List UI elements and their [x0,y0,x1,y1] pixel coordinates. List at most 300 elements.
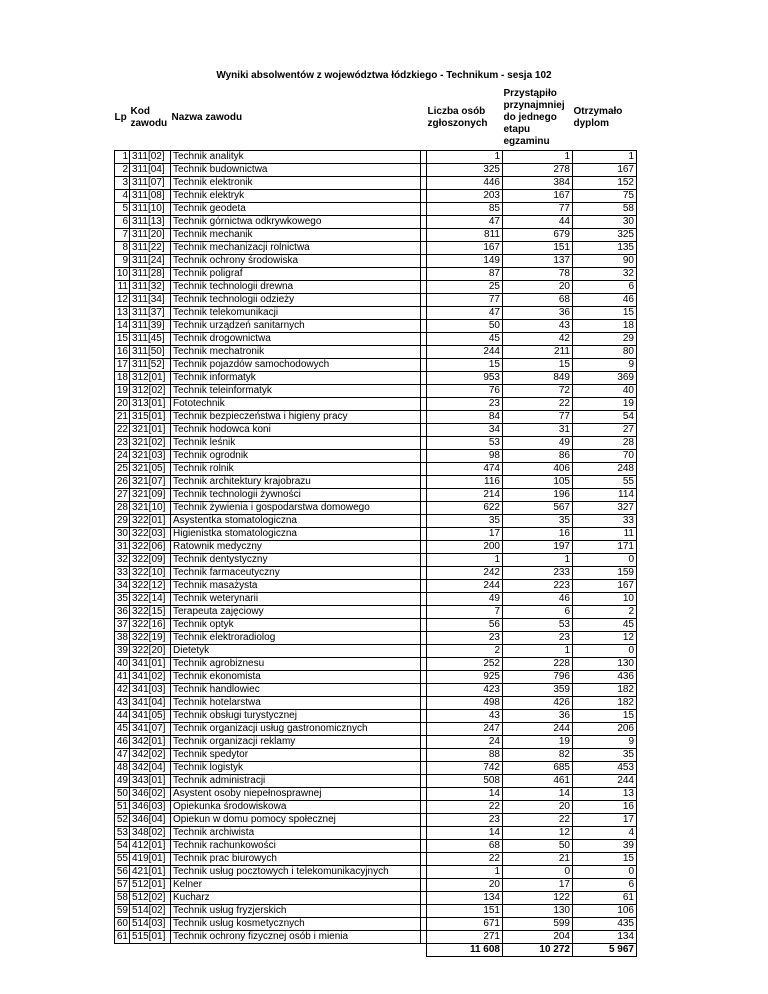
row-przystapilo: 384 [503,177,573,190]
table-row [115,580,637,593]
row-otrzymalo: 12 [573,632,637,645]
row-lp: 36 [115,606,130,619]
row-liczba: 76 [427,385,503,398]
row-przystapilo: 233 [503,567,573,580]
row-liczba: 15 [427,359,503,372]
row-liczba: 474 [427,463,503,476]
row-nazwa: Technik analityk [171,151,421,164]
row-otrzymalo: 70 [573,450,637,463]
row-liczba: 1 [427,554,503,567]
row-lp: 27 [115,489,130,502]
row-liczba: 68 [427,840,503,853]
row-nazwa: Opiekunka środowiskowa [171,801,421,814]
row-otrzymalo: 28 [573,437,637,450]
row-nazwa: Technik elektryk [171,190,421,203]
header-przystapilo: Przystąpiło przynajmniej do jednego etapu egzaminu [503,88,565,147]
row-kod: 311[28] [130,268,171,281]
row-lp: 46 [115,736,130,749]
row-lp: 60 [115,918,130,931]
row-kod: 311[37] [130,307,171,320]
row-kod: 311[39] [130,320,171,333]
table-row [115,775,637,788]
row-nazwa: Technik obsługi turystycznej [171,710,421,723]
row-kod: 322[14] [130,593,171,606]
row-przystapilo: 36 [503,710,573,723]
row-przystapilo: 197 [503,541,573,554]
row-kod: 311[07] [130,177,171,190]
results-table [114,86,637,957]
row-nazwa: Higienistka stomatologiczna [171,528,421,541]
row-otrzymalo: 90 [573,255,637,268]
row-przystapilo: 849 [503,372,573,385]
row-lp: 44 [115,710,130,723]
table-row [115,918,637,931]
row-przystapilo: 122 [503,892,573,905]
row-kod: 512[01] [130,879,171,892]
row-liczba: 446 [427,177,503,190]
row-liczba: 35 [427,515,503,528]
row-liczba: 47 [427,307,503,320]
row-nazwa: Technik archiwista [171,827,421,840]
table-row [115,671,637,684]
row-liczba: 45 [427,333,503,346]
row-przystapilo: 167 [503,190,573,203]
total-otrzymalo: 5 967 [573,944,637,957]
row-liczba: 25 [427,281,503,294]
row-lp: 1 [115,151,130,164]
row-przystapilo: 461 [503,775,573,788]
row-lp: 31 [115,541,130,554]
row-przystapilo: 244 [503,723,573,736]
row-liczba: 87 [427,268,503,281]
row-liczba: 34 [427,424,503,437]
row-liczba: 742 [427,762,503,775]
row-lp: 24 [115,450,130,463]
row-otrzymalo: 46 [573,294,637,307]
table-row [115,567,637,580]
table-row [115,333,637,346]
row-kod: 341[07] [130,723,171,736]
row-lp: 43 [115,697,130,710]
row-nazwa: Technik rolnik [171,463,421,476]
row-lp: 20 [115,398,130,411]
header-lp: Lp [114,112,127,123]
row-nazwa: Technik urządzeń sanitarnych [171,320,421,333]
row-lp: 10 [115,268,130,281]
row-otrzymalo: 182 [573,697,637,710]
row-nazwa: Asystent osoby niepełnosprawnej [171,788,421,801]
row-lp: 56 [115,866,130,879]
row-otrzymalo: 6 [573,281,637,294]
row-otrzymalo: 106 [573,905,637,918]
row-przystapilo: 35 [503,515,573,528]
row-nazwa: Technik geodeta [171,203,421,216]
table-row [115,476,637,489]
table-row [115,164,637,177]
row-kod: 311[08] [130,190,171,203]
row-kod: 342[04] [130,762,171,775]
row-kod: 322[12] [130,580,171,593]
row-liczba: 20 [427,879,503,892]
row-przystapilo: 82 [503,749,573,762]
row-przystapilo: 16 [503,528,573,541]
row-przystapilo: 36 [503,307,573,320]
row-nazwa: Technik usług fryzjerskich [171,905,421,918]
row-przystapilo: 43 [503,320,573,333]
row-kod: 311[13] [130,216,171,229]
row-liczba: 88 [427,749,503,762]
table-row [115,736,637,749]
row-otrzymalo: 0 [573,645,637,658]
header-kod: Kod zawodu [130,106,168,129]
row-otrzymalo: 6 [573,879,637,892]
row-lp: 33 [115,567,130,580]
row-otrzymalo: 325 [573,229,637,242]
row-kod: 322[06] [130,541,171,554]
row-nazwa: Technik teleinformatyk [171,385,421,398]
row-liczba: 271 [427,931,503,944]
totals-blank [115,944,130,957]
row-otrzymalo: 435 [573,918,637,931]
row-przystapilo: 20 [503,801,573,814]
row-przystapilo: 21 [503,853,573,866]
row-nazwa: Ratownik medyczny [171,541,421,554]
row-kod: 341[01] [130,658,171,671]
row-kod: 311[45] [130,333,171,346]
header-otrzymalo: Otrzymało dyplom [573,106,623,129]
table-row [115,593,637,606]
row-liczba: 56 [427,619,503,632]
row-nazwa: Technik logistyk [171,762,421,775]
row-lp: 2 [115,164,130,177]
header-row [115,86,637,151]
row-otrzymalo: 167 [573,164,637,177]
row-nazwa: Technik organizacji reklamy [171,736,421,749]
row-otrzymalo: 40 [573,385,637,398]
row-nazwa: Technik leśnik [171,437,421,450]
table-row [115,385,637,398]
row-liczba: 953 [427,372,503,385]
row-kod: 311[02] [130,151,171,164]
row-kod: 311[22] [130,242,171,255]
row-nazwa: Technik handlowiec [171,684,421,697]
table-row [115,502,637,515]
row-liczba: 134 [427,892,503,905]
row-lp: 61 [115,931,130,944]
row-lp: 12 [115,294,130,307]
row-lp: 50 [115,788,130,801]
row-otrzymalo: 11 [573,528,637,541]
row-przystapilo: 223 [503,580,573,593]
row-nazwa: Technik farmaceutyczny [171,567,421,580]
row-liczba: 498 [427,697,503,710]
row-otrzymalo: 0 [573,554,637,567]
row-nazwa: Technik weterynarii [171,593,421,606]
row-liczba: 53 [427,437,503,450]
row-liczba: 7 [427,606,503,619]
row-przystapilo: 796 [503,671,573,684]
row-kod: 311[52] [130,359,171,372]
row-kod: 348[02] [130,827,171,840]
table-row [115,632,637,645]
row-liczba: 214 [427,489,503,502]
table-row [115,528,637,541]
row-otrzymalo: 171 [573,541,637,554]
row-przystapilo: 137 [503,255,573,268]
row-kod: 311[20] [130,229,171,242]
page-title: Wyniki absolwentów z województwa łódzkiego - Technikum - sesja 102 [216,70,552,81]
table-row [115,437,637,450]
row-liczba: 47 [427,216,503,229]
row-otrzymalo: 16 [573,801,637,814]
row-otrzymalo: 54 [573,411,637,424]
row-kod: 322[19] [130,632,171,645]
row-kod: 312[01] [130,372,171,385]
row-liczba: 244 [427,580,503,593]
totals-row [115,944,637,957]
table-row [115,281,637,294]
row-liczba: 325 [427,164,503,177]
row-lp: 54 [115,840,130,853]
row-lp: 9 [115,255,130,268]
row-liczba: 247 [427,723,503,736]
row-lp: 5 [115,203,130,216]
row-przystapilo: 204 [503,931,573,944]
row-kod: 346[02] [130,788,171,801]
row-przystapilo: 50 [503,840,573,853]
row-liczba: 149 [427,255,503,268]
row-nazwa: Technik elektronik [171,177,421,190]
row-liczba: 671 [427,918,503,931]
row-liczba: 98 [427,450,503,463]
table-row [115,905,637,918]
table-row [115,762,637,775]
table-row [115,879,637,892]
row-liczba: 151 [427,905,503,918]
row-przystapilo: 278 [503,164,573,177]
row-lp: 18 [115,372,130,385]
row-otrzymalo: 9 [573,736,637,749]
row-kod: 311[24] [130,255,171,268]
row-otrzymalo: 206 [573,723,637,736]
row-nazwa: Technik drogownictwa [171,333,421,346]
row-nazwa: Technik optyk [171,619,421,632]
row-przystapilo: 679 [503,229,573,242]
row-przystapilo: 406 [503,463,573,476]
row-kod: 322[10] [130,567,171,580]
row-kod: 311[10] [130,203,171,216]
row-otrzymalo: 152 [573,177,637,190]
row-przystapilo: 211 [503,346,573,359]
row-nazwa: Technik informatyk [171,372,421,385]
row-liczba: 244 [427,346,503,359]
row-otrzymalo: 248 [573,463,637,476]
row-kod: 321[01] [130,424,171,437]
row-liczba: 925 [427,671,503,684]
row-nazwa: Technik mechatronik [171,346,421,359]
table-row [115,658,637,671]
row-lp: 26 [115,476,130,489]
row-lp: 11 [115,281,130,294]
row-kod: 322[01] [130,515,171,528]
row-przystapilo: 359 [503,684,573,697]
row-otrzymalo: 244 [573,775,637,788]
row-liczba: 23 [427,814,503,827]
row-otrzymalo: 27 [573,424,637,437]
row-otrzymalo: 453 [573,762,637,775]
row-liczba: 84 [427,411,503,424]
table-row [115,710,637,723]
row-lp: 37 [115,619,130,632]
row-liczba: 200 [427,541,503,554]
table-row [115,450,637,463]
table-body [115,151,637,944]
table-row [115,424,637,437]
row-lp: 52 [115,814,130,827]
row-otrzymalo: 80 [573,346,637,359]
row-przystapilo: 105 [503,476,573,489]
row-liczba: 23 [427,398,503,411]
table-row [115,684,637,697]
row-lp: 6 [115,216,130,229]
row-lp: 45 [115,723,130,736]
row-kod: 311[32] [130,281,171,294]
row-przystapilo: 46 [503,593,573,606]
row-liczba: 242 [427,567,503,580]
row-nazwa: Technik prac biurowych [171,853,421,866]
row-lp: 35 [115,593,130,606]
row-lp: 57 [115,879,130,892]
table-row [115,697,637,710]
row-liczba: 17 [427,528,503,541]
row-kod: 342[01] [130,736,171,749]
table-row [115,359,637,372]
row-nazwa: Technik ochrony środowiska [171,255,421,268]
row-przystapilo: 685 [503,762,573,775]
row-nazwa: Technik hodowca koni [171,424,421,437]
row-przystapilo: 130 [503,905,573,918]
row-przystapilo: 0 [503,866,573,879]
row-otrzymalo: 2 [573,606,637,619]
row-otrzymalo: 75 [573,190,637,203]
row-otrzymalo: 369 [573,372,637,385]
row-otrzymalo: 436 [573,671,637,684]
row-otrzymalo: 15 [573,853,637,866]
row-nazwa: Technik organizacji usług gastronomicznych [171,723,421,736]
table-row [115,346,637,359]
row-otrzymalo: 39 [573,840,637,853]
table-row [115,827,637,840]
table-row [115,541,637,554]
row-liczba: 423 [427,684,503,697]
total-przystapilo: 10 272 [503,944,573,957]
row-nazwa: Technik poligraf [171,268,421,281]
table-row [115,203,637,216]
row-kod: 322[16] [130,619,171,632]
row-otrzymalo: 13 [573,788,637,801]
row-lp: 55 [115,853,130,866]
table-row [115,840,637,853]
table-row [115,151,637,164]
row-otrzymalo: 29 [573,333,637,346]
row-otrzymalo: 134 [573,931,637,944]
row-nazwa: Technik technologii drewna [171,281,421,294]
row-lp: 17 [115,359,130,372]
row-nazwa: Kucharz [171,892,421,905]
row-kod: 321[09] [130,489,171,502]
header-liczba: Liczba osób zgłoszonych [427,106,488,129]
row-nazwa: Technik żywienia i gospodarstwa domowego [171,502,421,515]
row-przystapilo: 23 [503,632,573,645]
table-row [115,515,637,528]
row-kod: 341[03] [130,684,171,697]
table-row [115,645,637,658]
table-row [115,177,637,190]
row-przystapilo: 31 [503,424,573,437]
totals-blank [130,944,171,957]
row-nazwa: Technik telekomunikacji [171,307,421,320]
table-row [115,216,637,229]
row-liczba: 49 [427,593,503,606]
row-przystapilo: 14 [503,788,573,801]
row-nazwa: Technik usług pocztowych i telekomunikacyjnych [171,866,421,879]
row-kod: 421[01] [130,866,171,879]
row-kod: 512[02] [130,892,171,905]
row-nazwa: Dietetyk [171,645,421,658]
row-przystapilo: 1 [503,554,573,567]
table-row [115,320,637,333]
row-nazwa: Technik architektury krajobrazu [171,476,421,489]
row-lp: 15 [115,333,130,346]
row-nazwa: Technik spedytor [171,749,421,762]
row-otrzymalo: 55 [573,476,637,489]
row-otrzymalo: 33 [573,515,637,528]
row-kod: 514[03] [130,918,171,931]
row-lp: 51 [115,801,130,814]
row-kod: 321[05] [130,463,171,476]
row-liczba: 77 [427,294,503,307]
row-lp: 14 [115,320,130,333]
row-kod: 515[01] [130,931,171,944]
table-row [115,723,637,736]
row-liczba: 203 [427,190,503,203]
row-kod: 346[03] [130,801,171,814]
row-nazwa: Technik technologii odzieży [171,294,421,307]
row-liczba: 811 [427,229,503,242]
row-przystapilo: 12 [503,827,573,840]
row-nazwa: Technik dentystyczny [171,554,421,567]
row-otrzymalo: 167 [573,580,637,593]
row-przystapilo: 1 [503,645,573,658]
row-kod: 311[34] [130,294,171,307]
row-nazwa: Technik hotelarstwa [171,697,421,710]
table-row [115,606,637,619]
row-liczba: 1 [427,151,503,164]
row-nazwa: Technik masażysta [171,580,421,593]
row-otrzymalo: 327 [573,502,637,515]
row-przystapilo: 42 [503,333,573,346]
row-kod: 322[03] [130,528,171,541]
totals-blank [171,944,421,957]
row-przystapilo: 228 [503,658,573,671]
table-row [115,931,637,944]
table-row [115,801,637,814]
row-przystapilo: 19 [503,736,573,749]
table-row [115,190,637,203]
table-row [115,411,637,424]
row-przystapilo: 1 [503,151,573,164]
row-kod: 321[03] [130,450,171,463]
